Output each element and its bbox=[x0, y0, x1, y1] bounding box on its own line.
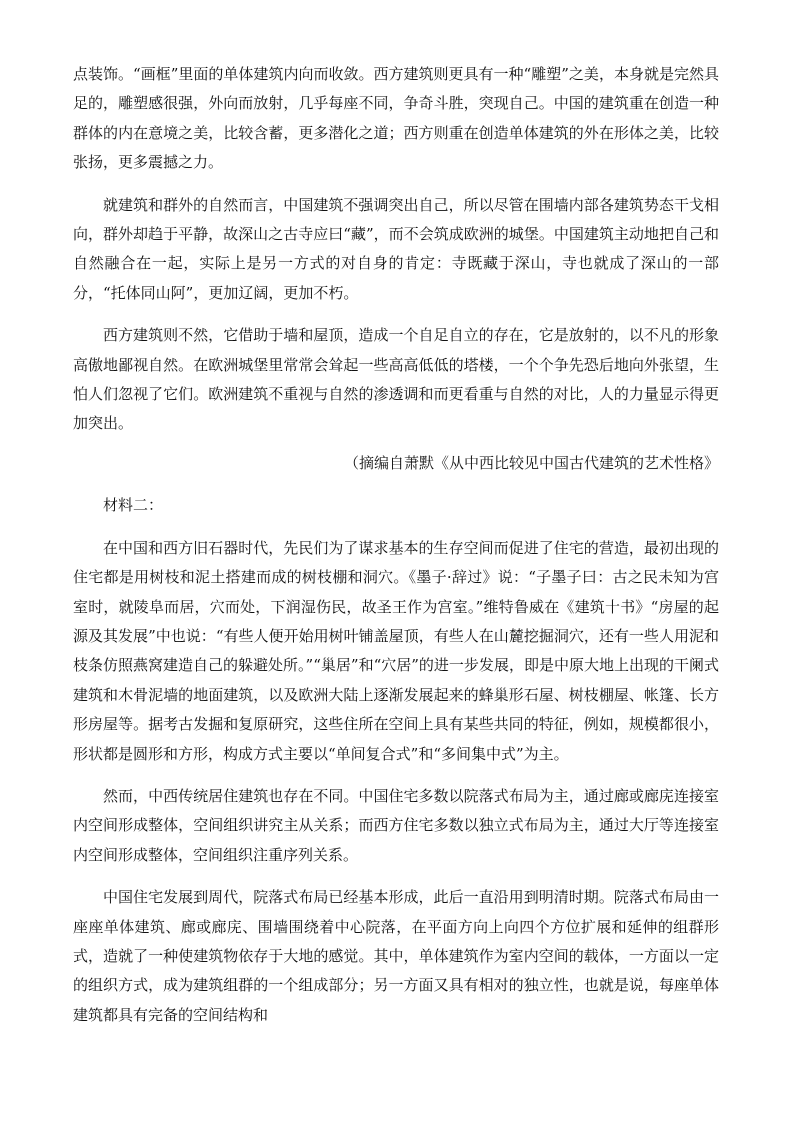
paragraph-5: 然而，中西传统居住建筑也存在不同。中国住宅多数以院落式布局为主，通过廊或廊庑连接室内空间形成整体，空间组织讲究主从关系；而西方住宅多数以独立式布局为主，通过大厅等连接室内空间形成整体，空间组织注重序列关系。 bbox=[73, 786, 719, 864]
source-citation: （摘编自萧默《从中西比较见中国古代建筑的艺术性格》 bbox=[343, 453, 719, 472]
paragraph-4: 在中国和西方旧石器时代，先民们为了谋求基本的生存空间而促进了住宅的营造，最初出现的住宅都是用树枝和泥土搭建而成的树枝棚和洞穴。《墨子·辞过》说：“子墨子曰：古之民未知为宫室时，就陵阜而居，穴而处，下润湿伤民，故圣王作为宫室。”维特鲁威在《建筑十书》“房屋的起源及其发展”中也说：“有些人便开始用树叶铺盖屋顶，有些人在山麓挖掘洞穴，还有一些人用泥和枝条仿照燕窝建造自己的躲避处所。”“巢居”和“穴居”的进一步发展，即是中原大地上出现的干阑式建筑和木骨泥墙的地面建筑，以及欧洲大陆上逐渐发展起来的蜂巢形石屋、树枝棚屋、帐篷、长方形房屋等。据考古发掘和复原研究，这些住所在空间上具有某些共同的特征，例如，规模都很小，形状都是圆形和方形，构成方式主要以“单间复合式”和“多间集中式”为主。 bbox=[73, 538, 719, 763]
paragraph-1: 点装饰。“画框”里面的单体建筑内向而收敛。西方建筑则更具有一种“雕塑”之美，本身就是完然具足的，雕塑感很强，外向而放射，几乎每座不同，争奇斗胜，突现自己。中国的建筑重在创造一种群体的内在意境之美，比较含蓄，更多潜化之道；西方则重在创造单体建筑的外在形体之美，比较张扬，更多震撼之力。 bbox=[73, 65, 719, 172]
paragraph-3: 西方建筑则不然，它借助于墙和屋顶，造成一个自足自立的存在，它是放射的，以不凡的形象高傲地鄙视自然。在欧洲城堡里常常会耸起一些高高低低的塔楼，一个个争先恐后地向外张望，生怕人们忽视了它们。欧洲建筑不重视与自然的渗透调和而更看重与自然的对比，人的力量显示得更加突出。 bbox=[73, 326, 719, 433]
material-label: 材料二： bbox=[103, 496, 164, 515]
paragraph-6: 中国住宅发展到周代，院落式布局已经基本形成，此后一直沿用到明清时期。院落式布局由一座座单体建筑、廊或廊庑、围墙围绕着中心院落，在平面方向上向四个方位扩展和延伸的组群形式，造就了一种使建筑物依存于大地的感觉。其中，单体建筑作为室内空间的载体，一方面以一定的组织方式，成为建筑组群的一个组成部分；另一方面又具有相对的独立性，也就是说，每座单体建筑都具有完备的空间结构和 bbox=[73, 888, 719, 1024]
document-page bbox=[73, 60, 719, 1030]
paragraph-2: 就建筑和群外的自然而言，中国建筑不强调突出自己，所以尽管在围墙内部各建筑势态干戈相向，群外却趋于平静，故深山之古寺应曰“藏”，而不会筑成欧洲的城堡。中国建筑主动地把自己和自然融合在一起，实际上是另一方式的对自身的肯定：寺既藏于深山，寺也就成了深山的一部分，“托体同山阿”，更加辽阔，更加不朽。 bbox=[73, 195, 719, 302]
